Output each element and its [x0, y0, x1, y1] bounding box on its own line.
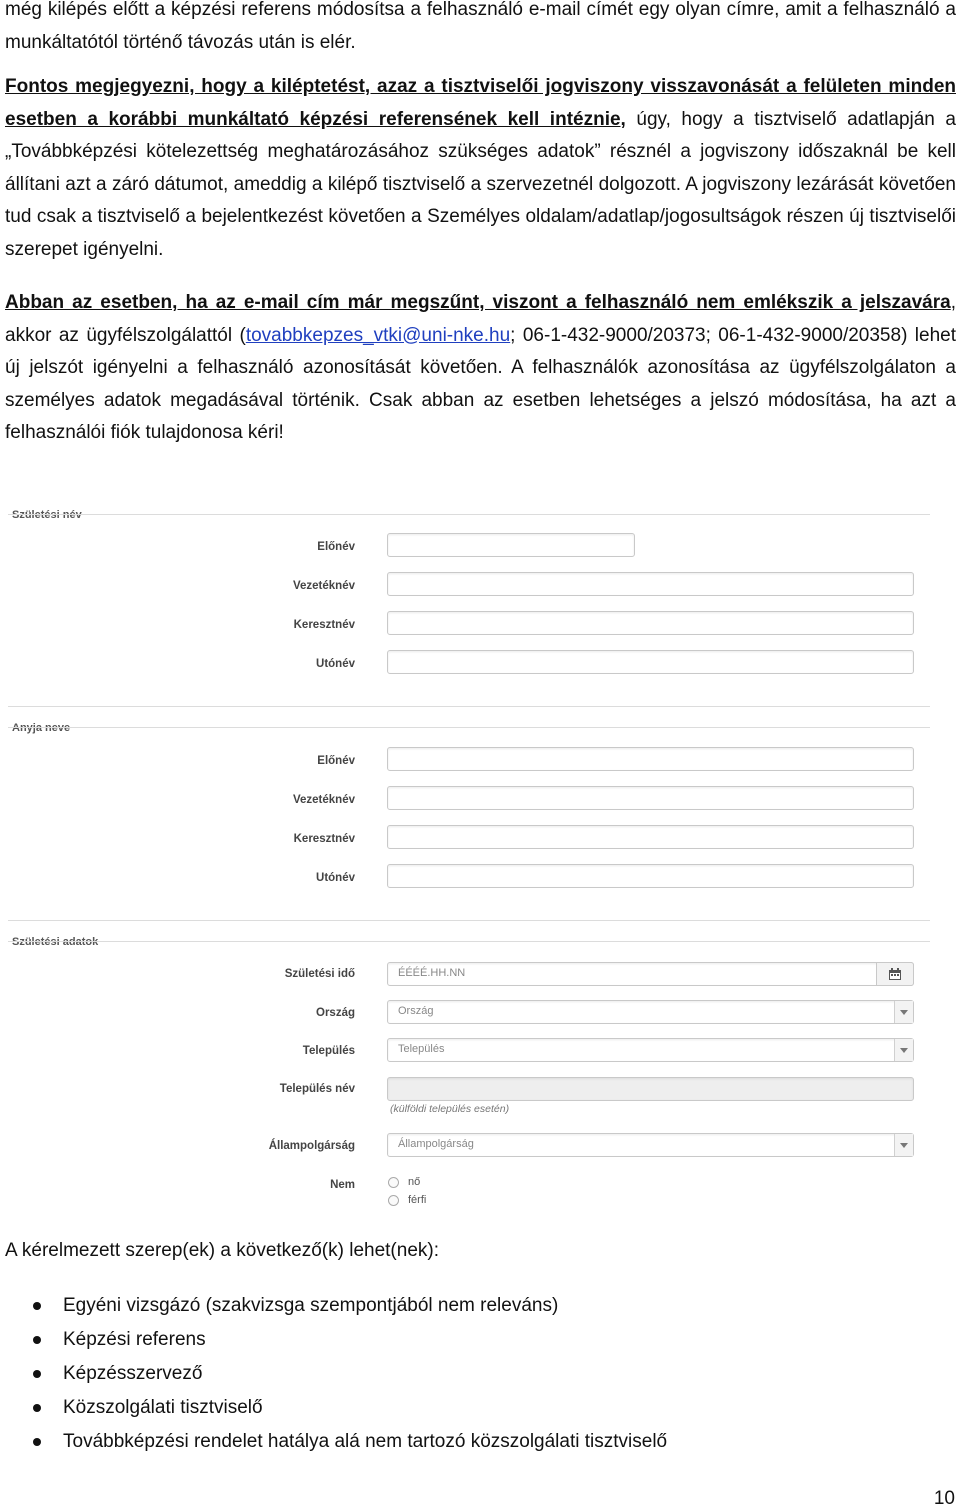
section-divider — [8, 941, 930, 942]
citizenship-select[interactable] — [387, 1133, 914, 1157]
role-text: Közszolgálati tisztviselő — [63, 1397, 263, 1418]
notice-paragraph — [5, 71, 956, 267]
role-text: Továbbképzési rendelet hatálya alá nem tartozó közszolgálati tisztviselő — [63, 1431, 668, 1452]
dropdown-arrow-icon — [894, 1001, 913, 1023]
role-text: Képzésszervező — [63, 1363, 203, 1384]
radio-button[interactable] — [388, 1195, 399, 1206]
country-label: Ország — [316, 1007, 355, 1019]
mother-middlename-input[interactable] — [387, 864, 914, 888]
bullet-icon — [33, 1336, 41, 1344]
page-number: 10 — [933, 1488, 955, 1509]
birth-middlename-input[interactable] — [387, 650, 914, 674]
calendar-icon — [888, 968, 902, 981]
password-text-1: , akkor az ügyfélszolgálattól ( — [5, 292, 956, 346]
gender-option-female[interactable] — [388, 1176, 420, 1188]
birth-date-input[interactable] — [387, 962, 914, 986]
birth-surname-input[interactable] — [387, 572, 914, 596]
mother-surname-label: Vezetéknév — [292, 794, 355, 806]
support-email-link[interactable]: tovabbkepzes_vtki@uni-nke.hu — [245, 324, 511, 346]
settlement-name-label: Település név — [279, 1083, 355, 1095]
notice-emphasis: Fontos megjegyezni, hogy a kiléptetést, azaz a tisztviselői jogviszony visszavonását a felületen minden esetben a korábbi munkáltató képzési referensének kell intéznie, — [5, 76, 956, 130]
mother-name-section-title: Anyja neve — [12, 722, 71, 734]
intro-paragraph — [5, 0, 956, 59]
settlement-placeholder: Település — [398, 1043, 445, 1055]
mother-middlename-label: Utónév — [316, 872, 355, 884]
settlement-select[interactable] — [387, 1038, 914, 1062]
bullet-icon — [33, 1370, 41, 1378]
dropdown-arrow-icon — [894, 1134, 913, 1156]
gender-female-label: nő — [408, 1176, 421, 1188]
country-select[interactable] — [387, 1000, 914, 1024]
bullet-icon — [33, 1404, 41, 1412]
birth-date-placeholder: ÉÉÉÉ.HH.NN — [398, 967, 466, 979]
list-item — [30, 1325, 667, 1359]
mother-prefix-input[interactable] — [387, 747, 914, 771]
radio-button[interactable] — [388, 1177, 399, 1188]
calendar-button[interactable] — [876, 962, 914, 986]
section-divider — [8, 706, 930, 707]
mother-prefix-label: Előnév — [317, 755, 355, 767]
country-placeholder: Ország — [398, 1005, 434, 1017]
list-item — [30, 1291, 667, 1325]
list-item — [30, 1393, 667, 1427]
birth-prefix-label: Előnév — [317, 541, 355, 553]
intro-text: még kilépés előtt a képzési referens módosítsa a felhasználó e-mail címét egy olyan címre, amit a felhasználó a munkáltatótól történő távozás után is elér. — [5, 0, 956, 53]
foreign-settlement-hint: (külföldi település esetén) — [390, 1103, 510, 1115]
citizenship-label: Állampolgárság — [268, 1140, 355, 1152]
roles-list — [30, 1291, 667, 1461]
birth-firstname-input[interactable] — [387, 611, 914, 635]
citizenship-placeholder: Állampolgárság — [398, 1138, 474, 1150]
gender-male-label: férfi — [408, 1194, 427, 1206]
list-item — [30, 1427, 667, 1461]
mother-firstname-input[interactable] — [387, 825, 914, 849]
list-item — [30, 1359, 667, 1393]
password-paragraph — [5, 287, 956, 450]
mother-firstname-label: Keresztnév — [293, 833, 355, 845]
dropdown-arrow-icon — [894, 1039, 913, 1061]
birth-prefix-input[interactable] — [387, 533, 635, 557]
role-text: Egyéni vizsgázó (szakvizsga szempontjából nem releváns) — [63, 1295, 559, 1316]
birth-date-label: Születési idő — [284, 968, 355, 980]
roles-intro: A kérelmezett szerep(ek) a következő(k) lehet(nek): — [5, 1240, 440, 1261]
gender-label: Nem — [330, 1179, 355, 1191]
gender-option-male[interactable] — [388, 1194, 426, 1206]
section-divider — [8, 727, 930, 728]
bullet-icon — [33, 1302, 41, 1310]
birth-name-section-title: Születési név — [12, 509, 82, 521]
settlement-name-input[interactable] — [387, 1077, 914, 1101]
section-divider — [8, 514, 930, 515]
section-divider — [8, 920, 930, 921]
birth-firstname-label: Keresztnév — [293, 619, 355, 631]
role-text: Képzési referens — [63, 1329, 206, 1350]
password-text-2: ; 06-1-432-9000/20373; 06-1-432-9000/20358) lehet új jelszót igényelni a felhasználó azonosítását követően. A felhasználók azonosítása az ügyfélszolgálaton a személyes adatok megadásával történik. Csak abban az esetben lehetséges a jelszó módosítása, ha azt a felhasználói fiók tulajdonosa kéri! — [5, 324, 956, 444]
personal-data-form — [0, 495, 960, 1215]
birth-data-section-title: Születési adatok — [12, 936, 99, 948]
notice-text: úgy, hogy a tisztviselő adatlapján a „Továbbképzési kötelezettség meghatározásához szükséges adatok” résznél a jogviszony időszaknál be kell állítani azt a záró dátumot, ameddig a kilépő tisztviselő a szervezetnél dolgozott. A jogviszony lezárását követően tud csak a tisztviselő a bejelentkezést követően a Személyes oldalam/adatlap/jogosultságok részen új tisztviselői szerepet igényelni. — [5, 108, 956, 260]
birth-middlename-label: Utónév — [316, 658, 355, 670]
password-emphasis: Abban az esetben, ha az e-mail cím már megszűnt, viszont a felhasználó nem emlékszik a jelszavára — [5, 292, 951, 313]
settlement-label: Település — [302, 1045, 355, 1057]
mother-surname-input[interactable] — [387, 786, 914, 810]
birth-surname-label: Vezetéknév — [292, 580, 355, 592]
bullet-icon — [33, 1438, 41, 1446]
